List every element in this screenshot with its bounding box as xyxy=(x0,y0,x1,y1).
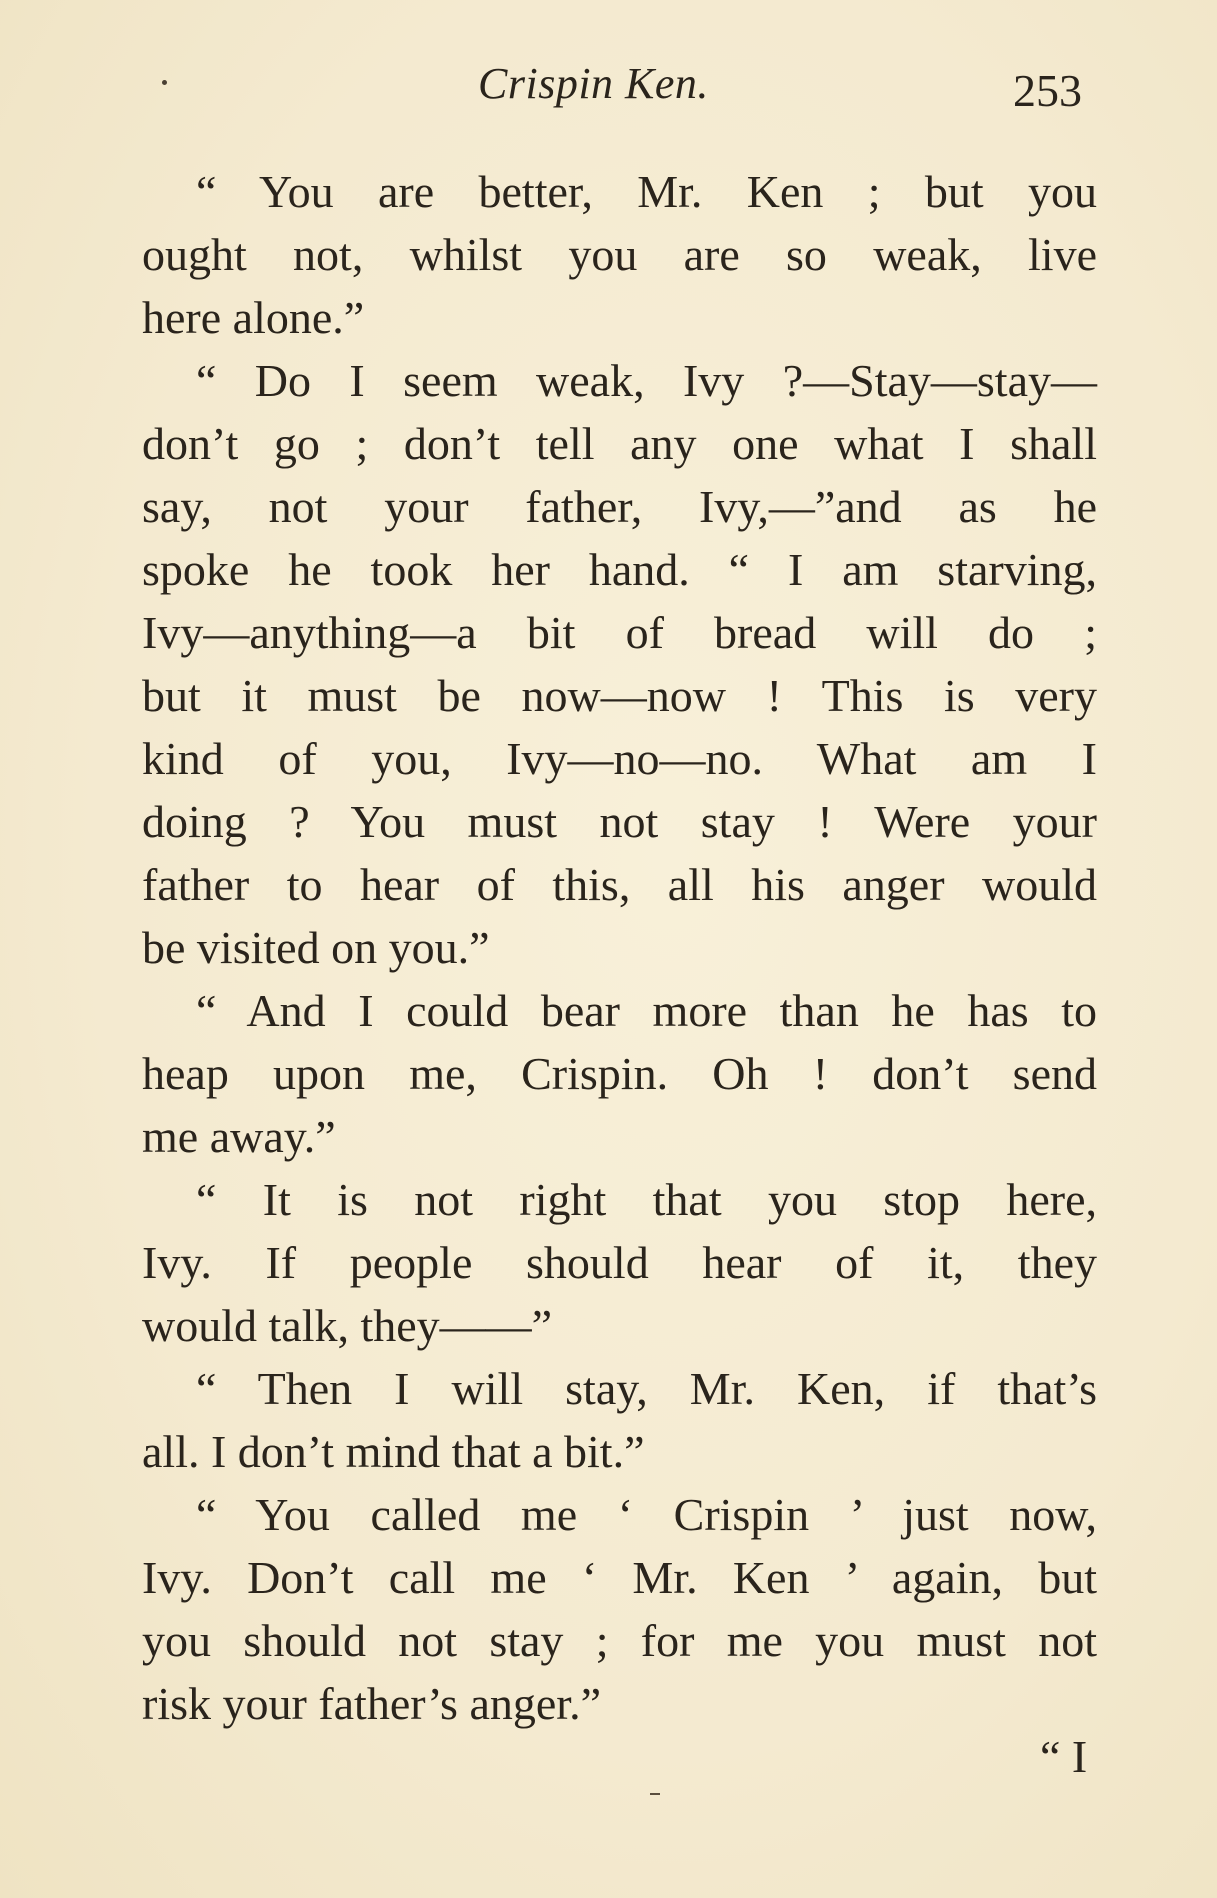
text-line: would talk, they——” xyxy=(142,1300,553,1351)
text-line: Ivy. If people should hear of it, they xyxy=(142,1237,1097,1288)
text-line: father to hear of this, all his anger would xyxy=(142,859,1097,910)
text-line: “ Do I seem weak, Ivy ?—Stay—stay— xyxy=(196,355,1097,406)
text-line: “ You are better, Mr. Ken ; but you xyxy=(196,166,1097,217)
text-line: don’t go ; don’t tell any one what I shall xyxy=(142,418,1097,469)
text-line: kind of you, Ivy—no—no. What am I xyxy=(142,733,1097,784)
text-line: heap upon me, Crispin. Oh ! don’t send xyxy=(142,1048,1097,1099)
printer-mark xyxy=(162,80,167,85)
text-line: me away.” xyxy=(142,1111,336,1162)
text-line: all. I don’t mind that a bit.” xyxy=(142,1426,645,1477)
text-line: but it must be now—now ! This is very xyxy=(142,670,1097,721)
text-line: Ivy—anything—a bit of bread will do ; xyxy=(142,607,1097,658)
text-line: you should not stay ; for me you must not xyxy=(142,1615,1097,1666)
text-line: “ It is not right that you stop here, xyxy=(196,1174,1097,1225)
text-line: ought not, whilst you are so weak, live xyxy=(142,229,1097,280)
text-line: Ivy. Don’t call me ‘ Mr. Ken ’ again, but xyxy=(142,1552,1097,1603)
text-line: “ And I could bear more than he has to xyxy=(196,985,1097,1036)
text-line: risk your father’s anger.” xyxy=(142,1678,601,1729)
footer-mark xyxy=(650,1793,660,1795)
text-line: here alone.” xyxy=(142,292,365,343)
text-line: spoke he took her hand. “ I am starving, xyxy=(142,544,1097,595)
page-number: 253 xyxy=(1013,65,1082,116)
running-head xyxy=(0,58,1217,118)
running-title: Crispin Ken. xyxy=(478,59,709,108)
text-line: doing ? You must not stay ! Were your xyxy=(142,796,1097,847)
body-text xyxy=(142,160,1097,1735)
text-line: “ You called me ‘ Crispin ’ just now, xyxy=(196,1489,1097,1540)
text-line: be visited on you.” xyxy=(142,922,490,973)
catchword: “ I xyxy=(1040,1731,1088,1782)
text-line: “ Then I will stay, Mr. Ken, if that’s xyxy=(196,1363,1097,1414)
text-line: say, not your father, Ivy,—”and as he xyxy=(142,481,1097,532)
